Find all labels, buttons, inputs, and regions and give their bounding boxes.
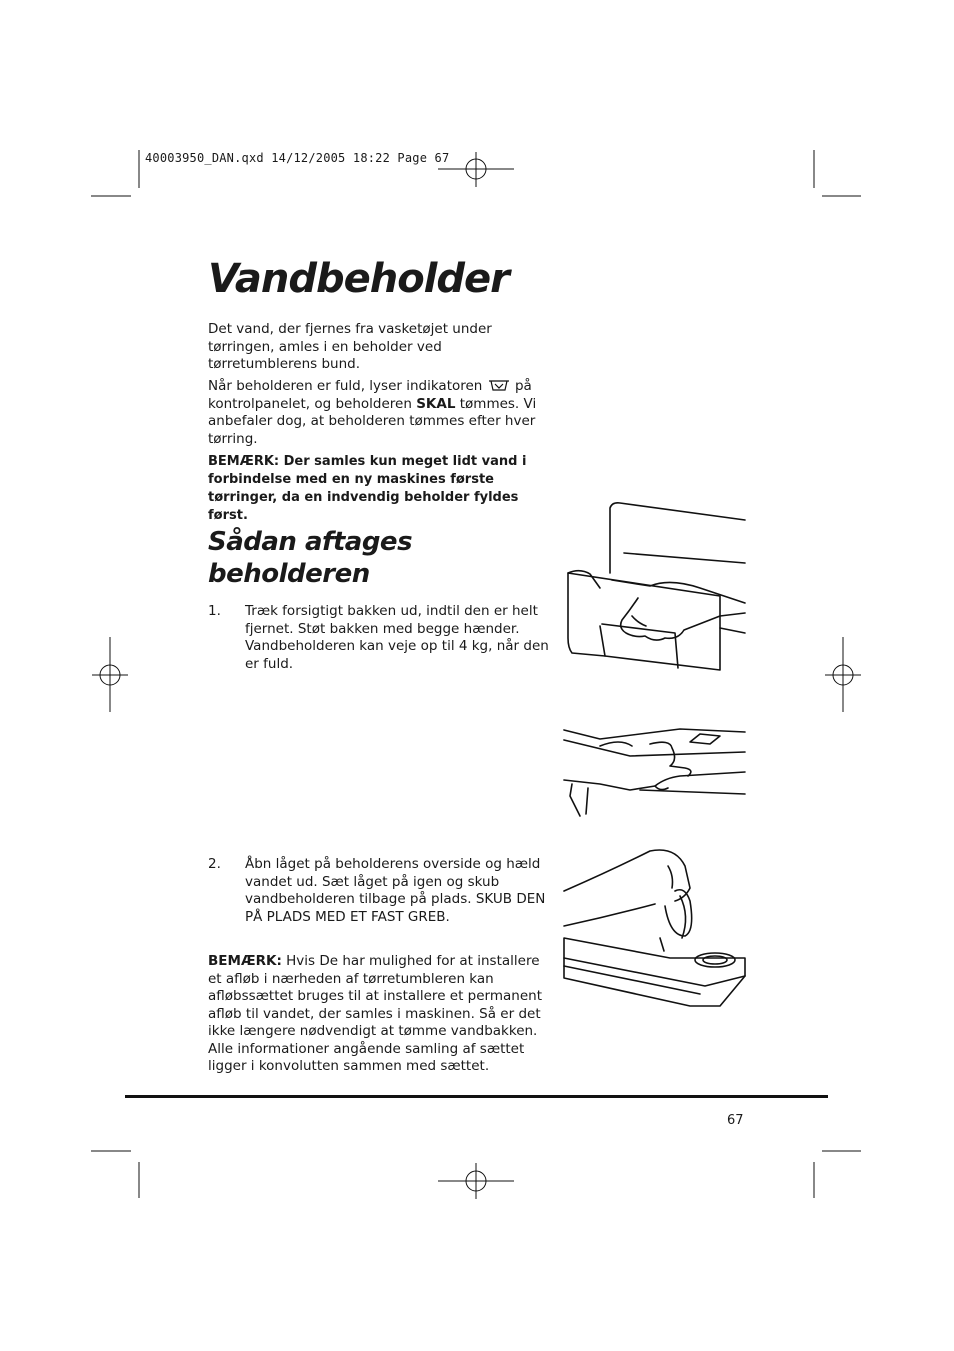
step-number: 1. <box>208 603 221 619</box>
footer-rule <box>125 1095 828 1098</box>
intro-note: BEMÆRK: Der samles kun meget lidt vand i forbindelse med en ny maskines første tørringer, da en indvendig beholder fyldes først. <box>208 454 527 523</box>
water-container-full-icon <box>487 378 511 392</box>
illustration-support-container <box>560 724 750 819</box>
drain-kit-note <box>208 953 553 1076</box>
intro-p2-after-icon: på kontrolpanelet, og beholderen <box>208 378 532 412</box>
page-number: 67 <box>727 1113 744 1128</box>
step-1 <box>208 603 553 673</box>
illustration-open-lid <box>560 846 750 1016</box>
intro-paragraph-2 <box>208 378 553 448</box>
illustration-pull-out-container <box>560 498 750 678</box>
intro-p2-bold: SKAL <box>416 395 456 412</box>
step-text: Åbn låget på beholderens overside og hæld vandet ud. Sæt låget på igen og skub vandbeholderen tilbage på plads. SKUB DEN PÅ PLADS MED ET FAST GREB. <box>245 856 546 925</box>
section-title: Sådan aftages beholderen <box>208 527 413 589</box>
intro-paragraph-1: Det vand, der fjernes fra vasketøjet under tørringen, amles i en beholder ved tørretumblerens bund. <box>208 321 492 372</box>
print-slug: 40003950_DAN.qxd 14/12/2005 18:22 Page 67 <box>145 151 450 165</box>
page-title: Vandbeholder <box>208 256 509 302</box>
step-text: Træk forsigtigt bakken ud, indtil den er helt fjernet. Støt bakken med begge hænder. Vandbeholderen kan veje op til 4 kg, når den er fuld. <box>245 603 549 672</box>
note-label: BEMÆRK: <box>208 953 282 969</box>
note-text: Hvis De har mulighed for at installere et afløb i nærheden af tørretumbleren kan afløbssættet bruges til at installere et permanent afløb til vandet, der samles i maskinen. Så er det ikke længere nødvendigt at tømme vandbakken. Alle informationer angående samling af sættet ligger i konvolutten sammen med sættet. <box>208 953 542 1074</box>
step-2 <box>208 856 553 926</box>
intro-p2-before: Når beholderen er fuld, lyser indikatoren <box>208 378 483 394</box>
intro-p2-end: tømmes. Vi anbefaler dog, at beholderen tømmes efter hver tørring. <box>208 395 537 447</box>
step-number: 2. <box>208 856 221 872</box>
